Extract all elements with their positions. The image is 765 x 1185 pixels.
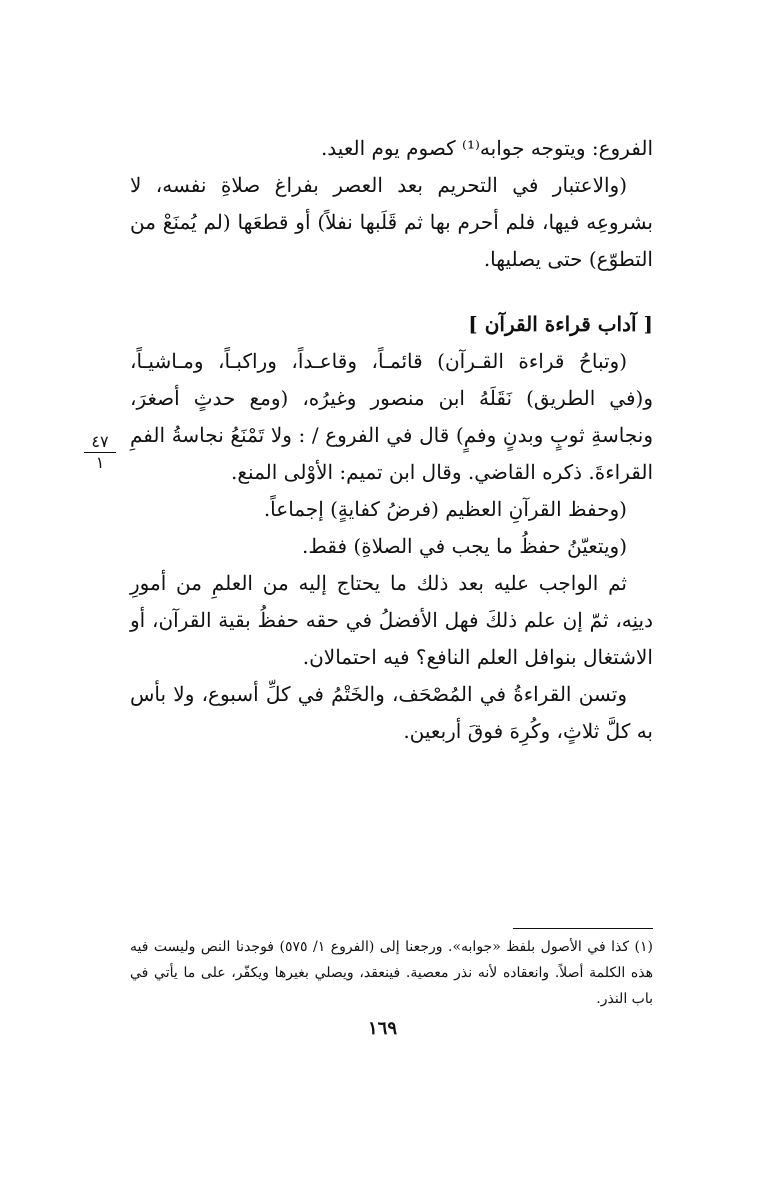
paragraph-prayer-requirement: (ويتعيّنُ حفظُ ما يجب في الصلاةِ) فقط. (302, 534, 627, 558)
page-number: ١٦٩ (367, 1018, 397, 1039)
paragraph-memorization-obligation: (وحفظ القرآنِ العظيم (فرضُ كفايةٍ) إجماعاً. (263, 497, 627, 521)
paragraph-prayer-after-asr: (والاعتبار في التحريم بعد العصر بفراغ صلاةِ نفسه، لا بشروعِه فيها، فلم أحرم بها ثم قَلَبها نفلاً) أو قطعَها (لم يُمنَعْ من التطوّع) حتى يصليها. (130, 173, 653, 271)
paragraph-further-knowledge: ثم الواجب عليه بعد ذلك ما يحتاج إليه من العلمِ من أمورِ دينِه، ثمّ إن علم ذلكَ فهل الأفضلُ في حقه حفظُ بقية القرآن، أو الاشتغال بنوافل العلم النافع؟ فيه احتمالان. (130, 571, 653, 669)
folio-side: ١ (95, 453, 105, 472)
main-text (130, 130, 653, 750)
folio-number: ٤٧ (84, 433, 116, 453)
section-heading: [ آداب قراءة القرآن ] (468, 312, 653, 336)
paragraph-reading-permitted: (وتباحُ قراءة القـرآن) قائمـاً، وقاعـداً، وراكبـاً، ومـاشيـاً، و(في الطريق) نَقَلَهُ ابن منصور وغيرُه، (ومع حدثٍ أصغرَ، ونجاسةِ ثوبٍ وبدنٍ وفمٍ) قال في الفروع / : ولا تَمْنَعُ نجاسةُ الفمِ القراءةَ. ذكره القاضي. وقال ابن تميم: الأوْلى المنع. (130, 349, 653, 484)
paragraph-furu-continuation: الفروع: ويتوجه جوابه⁽¹⁾ كصوم يوم العيد. (320, 136, 653, 160)
footnote-divider (513, 928, 653, 929)
paragraph-khatm: وتسن القراءةُ في المُصْحَف، والخَتْمُ في كلِّ أسبوع، ولا بأس به كلَّ ثلاثٍ، وكُرِهَ فوقَ أربعين. (130, 682, 653, 743)
footnote-text: (١) كذا في الأصول بلفظ «جوابه». ورجعنا إلى (الفروع ١/ ٥٧٥) فوجدنا النص وليست فيه هذه الكلمة أصلاً. وانعقاده لأنه نذر معصية. فينعقد، ويصلي بغيرها ويكفّر، على ما يأتي في باب النذر. (130, 939, 654, 1007)
manuscript-folio-reference (84, 433, 116, 472)
footnote (130, 934, 653, 1012)
